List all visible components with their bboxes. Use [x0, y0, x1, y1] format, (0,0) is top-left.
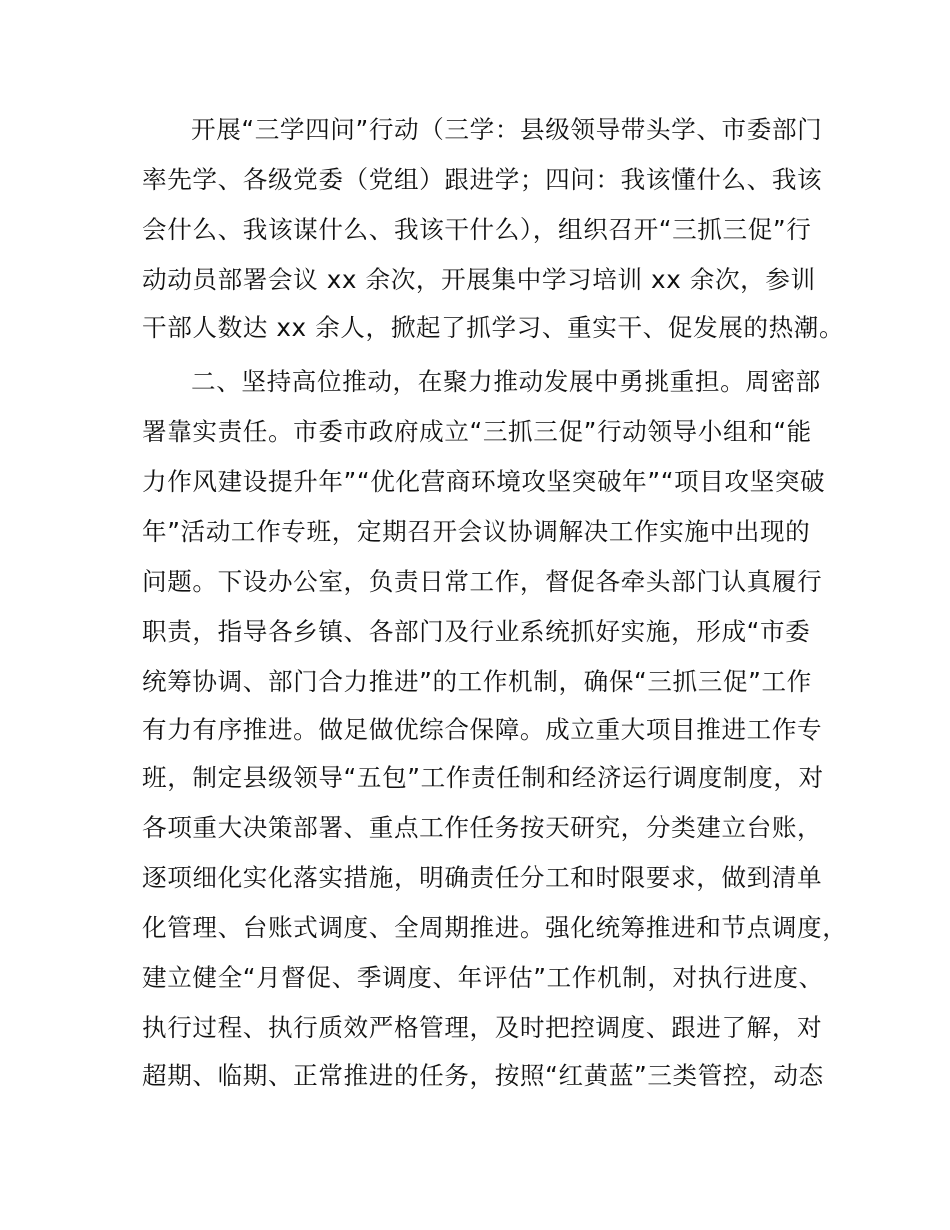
- text-line: 署靠实责任。市委市政府成立“三抓三促”行动领导小组和“能: [142, 417, 812, 446]
- text-line: 问题。下设办公室，负责日常工作，督促各牵头部门认真履行: [142, 567, 823, 596]
- text-line: 建立健全“月督促、季调度、年评估”工作机制，对执行进度、: [142, 963, 824, 992]
- text-line: 干部人数达 xx 余人，掀起了抓学习、重实干、促发展的热潮。: [142, 313, 845, 342]
- text-line: 职责，指导各乡镇、各部门及行业系统抓好实施，形成“市委: [142, 617, 811, 646]
- text-line: 统筹协调、部门合力推进”的工作机制，确保“三抓三促”工作: [142, 667, 812, 696]
- text-line: 各项重大决策部署、重点工作任务按天研究，分类建立台账，: [142, 813, 823, 842]
- text-line: 会什么、我该谋什么、我该干什么），组织召开“三抓三促”行: [142, 215, 812, 244]
- text-line: 超期、临期、正常推进的任务，按照“红黄蓝”三类管控，动态: [142, 1061, 824, 1090]
- text-line: 逐项细化实化落实措施，明确责任分工和时限要求，做到清单: [142, 863, 823, 892]
- text-line: 执行过程、执行质效严格管理，及时把控调度、跟进了解，对: [142, 1013, 823, 1042]
- text-line: 开展“三学四问”行动（三学：县级领导带头学、市委部门: [191, 115, 823, 144]
- text-line: 年”活动工作专班，定期召开会议协调解决工作实施中出现的: [142, 517, 811, 546]
- text-line: 有力有序推进。做足做优综合保障。成立重大项目推进工作专: [142, 715, 823, 744]
- text-line: 率先学、各级党委（党组）跟进学；四问：我该懂什么、我该: [142, 165, 823, 194]
- text-line: 动动员部署会议 xx 余次，开展集中学习培训 xx 余次，参训: [142, 265, 816, 294]
- text-line: 班，制定县级领导“五包”工作责任制和经济运行调度制度，对: [142, 763, 824, 792]
- text-line: 力作风建设提升年”“优化营商环境攻坚突破年”“项目攻坚突破: [142, 467, 826, 496]
- section-heading-line: 二、坚持高位推动，在聚力推动发展中勇挑重担。周密部: [191, 367, 821, 396]
- text-line: 化管理、台账式调度、全周期推进。强化统筹推进和节点调度，: [142, 913, 848, 942]
